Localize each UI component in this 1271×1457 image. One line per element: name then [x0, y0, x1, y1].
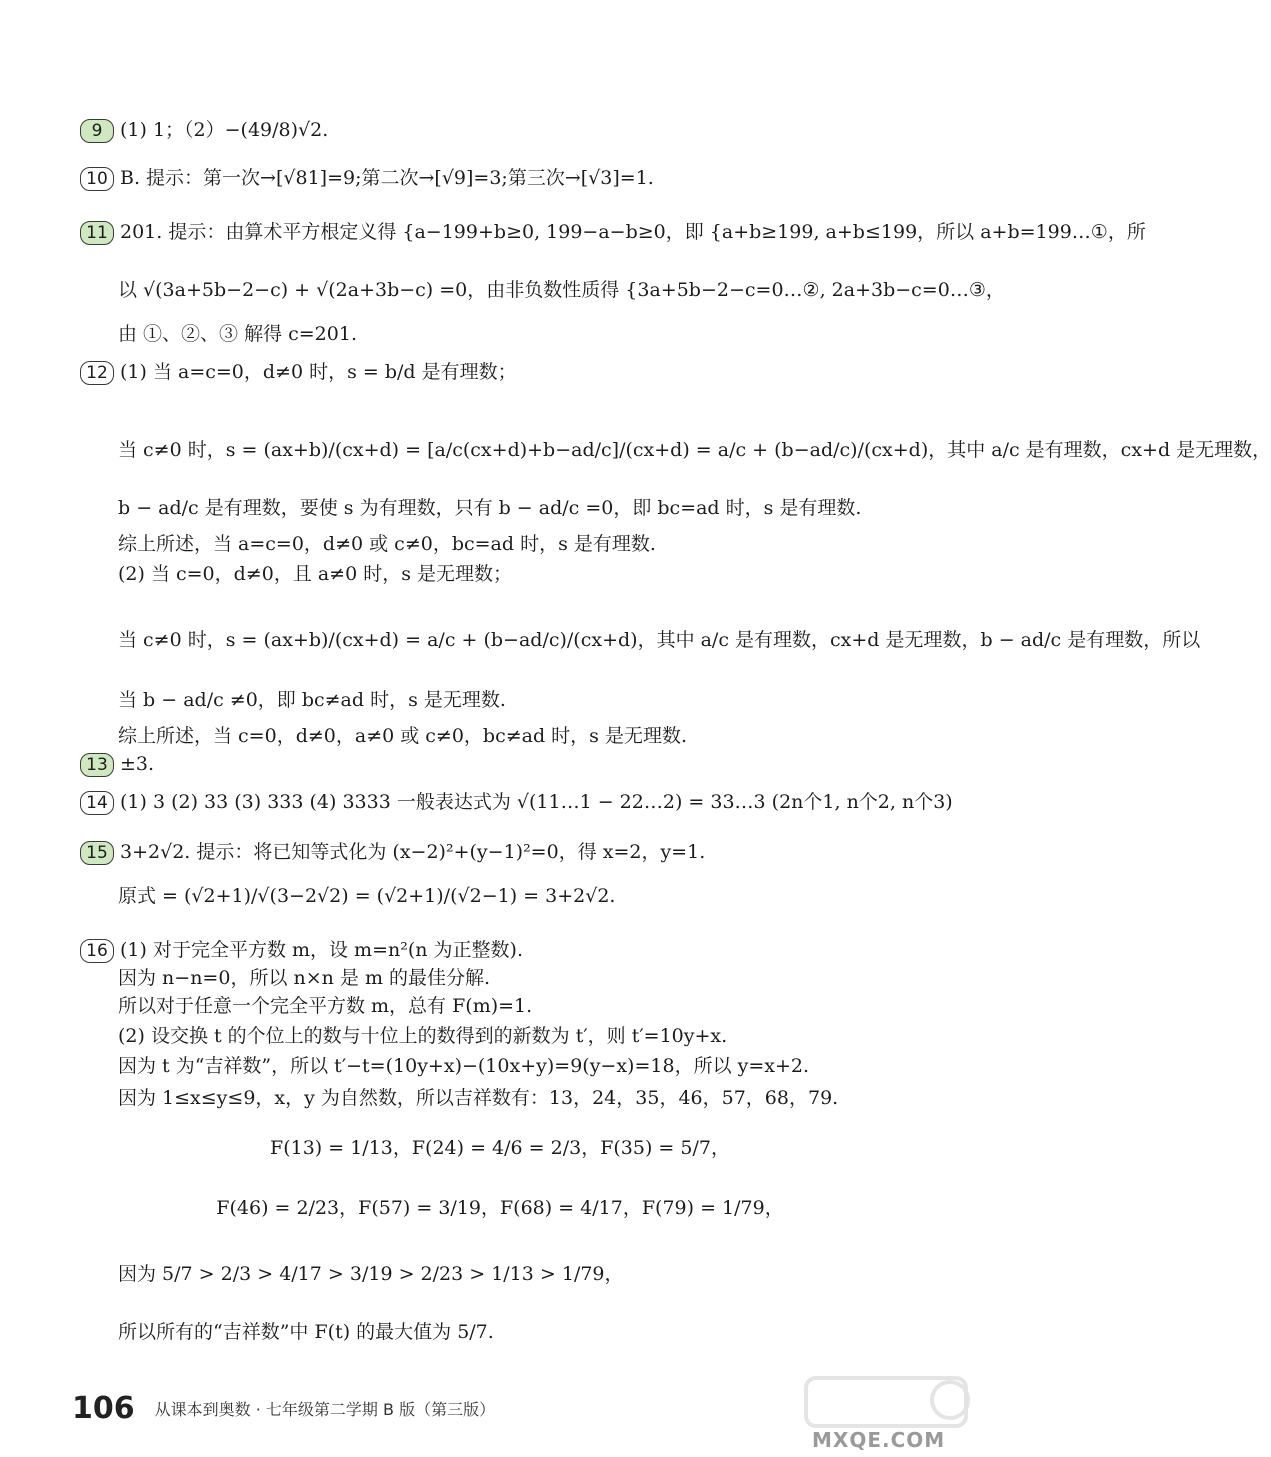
line-text: 因为 1≤x≤y≤9，x，y 为自然数，所以吉祥数有：13，24，35，46，57，68，79.: [118, 1087, 839, 1109]
text-line: [118, 688, 506, 712]
text-line: [118, 1320, 494, 1344]
text-line: [118, 1054, 809, 1078]
line-text: 综上所述，当 c=0，d≠0，a≠0 或 c≠0，bc≠ad 时，s 是无理数.: [118, 725, 688, 747]
line-text: (2) 当 c=0，d≠0，且 a≠0 时，s 是无理数；: [118, 563, 513, 585]
line-text: ±3.: [120, 753, 155, 775]
text-line: [118, 966, 490, 990]
page-footer: [72, 1391, 495, 1426]
text-line: [118, 438, 1271, 462]
line-text: 当 c≠0 时，s = (ax+b)/(cx+d) = [a/c(cx+d)+b−ad/c]/(cx+d) = a/c + (b−ad/c)/(cx+d)，其中 a/c 是有理数，cx+d 是无理数，: [118, 439, 1271, 461]
text-line: [118, 628, 1200, 652]
question-number-badge: 14: [80, 791, 114, 815]
line-text: (1) 对于完全平方数 m，设 m=n²(n 为正整数).: [120, 939, 523, 961]
watermark-text: MXQE.COM: [812, 1428, 946, 1452]
line-text: 由 ①、②、③ 解得 c=201.: [118, 323, 357, 345]
question-number-badge: 12: [80, 361, 114, 385]
line-text: B. 提示：第一次→[√81]=9;第二次→[√9]=3;第三次→[√3]=1.: [120, 167, 654, 189]
question-line: [80, 118, 328, 143]
question-line: [80, 840, 705, 865]
text-line: [118, 724, 687, 748]
question-line: [80, 166, 654, 191]
line-text: 当 c≠0 时，s = (ax+b)/(cx+d) = a/c + (b−ad/c)/(cx+d)，其中 a/c 是有理数，cx+d 是无理数，b − ad/c 是有理数，所以: [118, 629, 1201, 651]
question-number-badge: 16: [80, 939, 114, 963]
question-number-badge: 9: [80, 119, 114, 143]
text-line: [118, 994, 532, 1018]
line-text: b − ad/c 是有理数，要使 s 为有理数，只有 b − ad/c =0，即 bc=ad 时，s 是有理数.: [118, 497, 862, 519]
line-text: F(46) = 2/23，F(57) = 3/19，F(68) = 4/17，F(79) = 1/79，: [216, 1197, 784, 1219]
question-line: [80, 220, 1146, 245]
line-text: 因为 5/7 > 2/3 > 4/17 > 3/19 > 2/23 > 1/13 > 1/79，: [118, 1263, 624, 1285]
page-number: 106: [72, 1391, 135, 1426]
text-line: [118, 496, 861, 520]
text-line: [0, 1196, 1000, 1220]
text-line: [118, 1086, 838, 1110]
line-text: 201. 提示：由算术平方根定义得 {a−199+b≥0, 199−a−b≥0，即 {a+b≥199, a+b≤199，所以 a+b=199…①，所: [120, 221, 1146, 243]
line-text: (2) 设交换 t 的个位上的数与十位上的数得到的新数为 t′，则 t′=10y+x.: [118, 1025, 728, 1047]
text-line: [118, 322, 357, 346]
question-line: [80, 938, 523, 963]
book-title: 从课本到奥数 · 七年级第二学期 B 版（第三版）: [154, 1400, 496, 1419]
question-line: [80, 790, 953, 815]
line-text: (1) 1；（2）−(49/8)√2.: [120, 119, 329, 141]
line-text: F(13) = 1/13，F(24) = 4/6 = 2/3，F(35) = 5/7，: [270, 1137, 730, 1159]
question-line: [80, 752, 154, 777]
question-number-badge: 10: [80, 167, 114, 191]
text-line: [118, 1024, 727, 1048]
text-line: [118, 278, 1005, 302]
text-line: [118, 884, 615, 908]
text-line: [0, 1136, 1000, 1160]
text-line: [118, 532, 656, 556]
line-text: 因为 n−n=0，所以 n×n 是 m 的最佳分解.: [118, 967, 491, 989]
line-text: 以 √(3a+5b−2−c) + √(2a+3b−c) =0，由非负数性质得 {3a+5b−2−c=0…②, 2a+3b−c=0…③，: [118, 279, 1005, 301]
line-text: 所以对于任意一个完全平方数 m，总有 F(m)=1.: [118, 995, 533, 1017]
line-text: (1) 当 a=c=0，d≠0 时，s = b/d 是有理数；: [120, 361, 517, 383]
question-number-badge: 15: [80, 841, 114, 865]
text-line: [118, 562, 512, 586]
line-text: (1) 3 (2) 33 (3) 333 (4) 3333 一般表达式为 √(11…1 − 22…2) = 33…3 (2n个1, n个2, n个3): [120, 791, 953, 813]
line-text: 3+2√2. 提示：将已知等式化为 (x−2)²+(y−1)²=0，得 x=2，y=1.: [120, 841, 706, 863]
line-text: 综上所述，当 a=c=0，d≠0 或 c≠0，bc=ad 时，s 是有理数.: [118, 533, 656, 555]
question-number-badge: 13: [80, 753, 114, 777]
line-text: 所以所有的“吉祥数”中 F(t) 的最大值为 5/7.: [118, 1321, 494, 1343]
question-line: [80, 360, 517, 385]
line-text: 原式 = (√2+1)/√(3−2√2) = (√2+1)/(√2−1) = 3+2√2.: [118, 885, 616, 907]
line-text: 当 b − ad/c ≠0，即 bc≠ad 时，s 是无理数.: [118, 689, 506, 711]
line-text: 因为 t 为“吉祥数”，所以 t′−t=(10y+x)−(10x+y)=9(y−x)=18，所以 y=x+2.: [118, 1055, 810, 1077]
question-number-badge: 11: [80, 221, 114, 245]
text-line: [118, 1262, 624, 1286]
